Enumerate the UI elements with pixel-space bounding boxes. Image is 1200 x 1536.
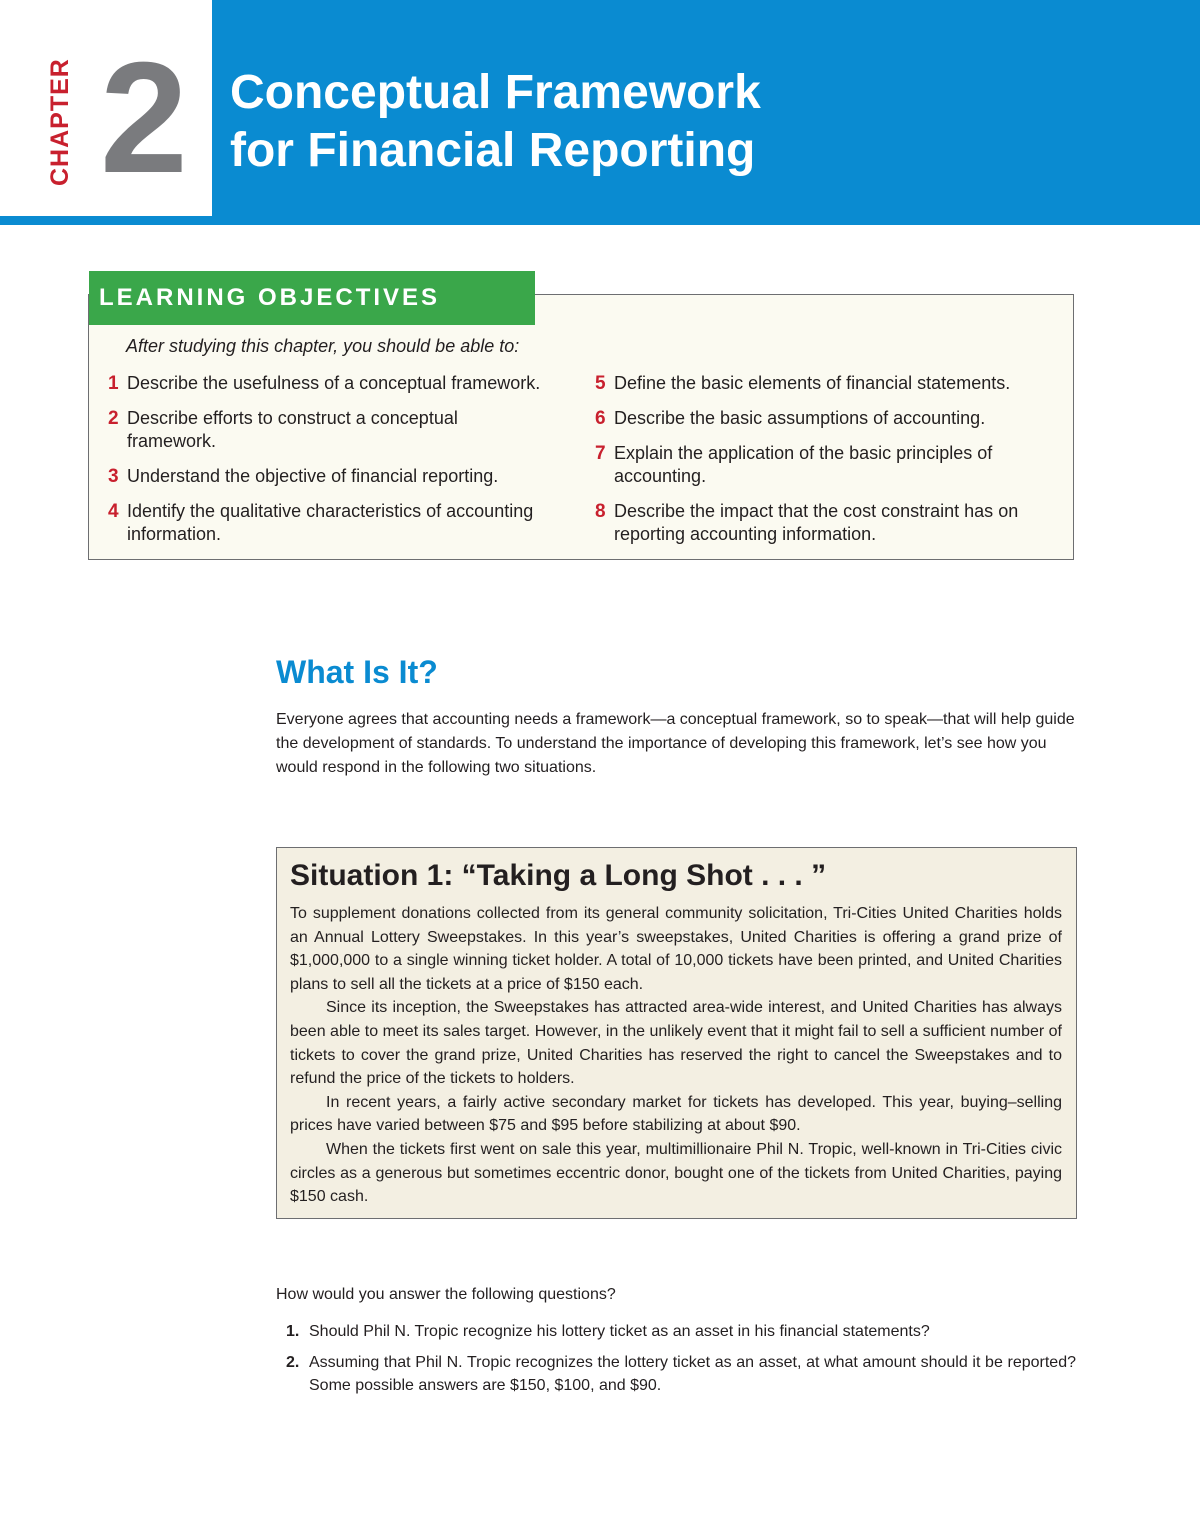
- learning-objective: [595, 372, 1055, 395]
- objective-text: Describe efforts to construct a conceptual framework.: [127, 408, 458, 451]
- situation-paragraph: Since its inception, the Sweepstakes has attracted area-wide interest, and United Charities has always been able to meet its sales target. However, in the unlikely event that it might fail to sell a sufficient number of tickets to cover the grand prize, United Charities has reserved the right to cancel the Sweepstakes and to refund the price of the tickets to holders.: [290, 999, 1062, 1088]
- chapter-number: 2: [100, 30, 188, 206]
- question-number: 1.: [286, 1323, 300, 1340]
- objective-text: Understand the objective of financial reporting.: [127, 466, 499, 486]
- objective-number: 1: [108, 373, 119, 394]
- objective-number: 3: [108, 466, 119, 487]
- section-heading: What Is It?: [276, 654, 438, 690]
- questions-intro: How would you answer the following questions?: [276, 1286, 616, 1303]
- question-number: 2.: [286, 1354, 300, 1371]
- objective-text: Explain the application of the basic principles of accounting.: [614, 443, 993, 486]
- learning-objectives-left-column: [108, 372, 568, 558]
- objective-number: 5: [595, 373, 606, 394]
- objective-text: Describe the usefulness of a conceptual framework.: [127, 373, 541, 393]
- learning-objective: [108, 465, 568, 488]
- situation-box: [276, 847, 1077, 1219]
- chapter-title-line2: for Financial Reporting: [230, 124, 756, 177]
- question-item: [286, 1351, 1076, 1397]
- objective-number: 8: [595, 501, 606, 522]
- learning-objectives-right-column: [595, 372, 1055, 558]
- objective-text: Describe the impact that the cost constraint has on reporting accounting information.: [614, 501, 1019, 544]
- learning-objective: [108, 407, 499, 453]
- learning-objective: [595, 407, 1055, 430]
- learning-objective: [595, 500, 1074, 546]
- situation-paragraph: When the tickets first went on sale this year, multimillionaire Phil N. Tropic, well-known in Tri-Cities civic circles as a generous but sometimes eccentric donor, bought one of the tickets from United Charities, paying $150 cash.: [290, 1140, 1062, 1206]
- question-text: Assuming that Phil N. Tropic recognizes the lottery ticket as an asset, at what amount should it be reported? Some possible answers are $150, $100, and $90.: [309, 1354, 1076, 1394]
- chapter-title-line1: Conceptual Framework: [230, 66, 761, 119]
- situation-paragraph: To supplement donations collected from its general community solicitation, Tri-Cities United Charities holds an Annual Lottery Sweepstakes. In this year’s sweepstakes, United Charities is offering a grand prize of $1,000,000 to a single winning ticket holder. A total of 10,000 tickets have been printed, and United Charities plans to sell all the tickets at a price of $150 each.: [290, 905, 1062, 993]
- objective-text: Identify the qualitative characteristics of accounting information.: [127, 501, 534, 544]
- learning-objective: [108, 500, 572, 546]
- learning-objectives-heading: LEARNING OBJECTIVES: [89, 271, 535, 325]
- situation-paragraph: In recent years, a fairly active secondary market for tickets has developed. This year, buying–selling prices have varied between $75 and $95 before stabilizing at about $90.: [290, 1093, 1062, 1135]
- objective-number: 4: [108, 501, 119, 522]
- objective-text: Define the basic elements of financial statements.: [614, 373, 1011, 393]
- situation-title: Situation 1: “Taking a Long Shot . . . ”: [290, 859, 827, 892]
- section-intro-paragraph: Everyone agrees that accounting needs a framework—a conceptual framework, so to speak—that will help guide the development of standards. To understand the importance of developing this framework, let’s see how you would respond in the following two situations.: [276, 711, 1075, 776]
- learning-objective: [595, 442, 1014, 488]
- chapter-label: CHAPTER: [46, 58, 74, 186]
- objective-number: 7: [595, 443, 606, 464]
- chapter-title: [230, 64, 761, 180]
- objective-number: 6: [595, 408, 606, 429]
- learning-objective: [108, 372, 568, 395]
- question-text: Should Phil N. Tropic recognize his lottery ticket as an asset in his financial statements?: [309, 1323, 930, 1340]
- questions-list: [286, 1320, 1076, 1405]
- question-item: [286, 1320, 1076, 1343]
- objective-text: Describe the basic assumptions of accounting.: [614, 408, 986, 428]
- objective-number: 2: [108, 408, 119, 429]
- learning-objectives-intro: After studying this chapter, you should be able to:: [126, 336, 520, 356]
